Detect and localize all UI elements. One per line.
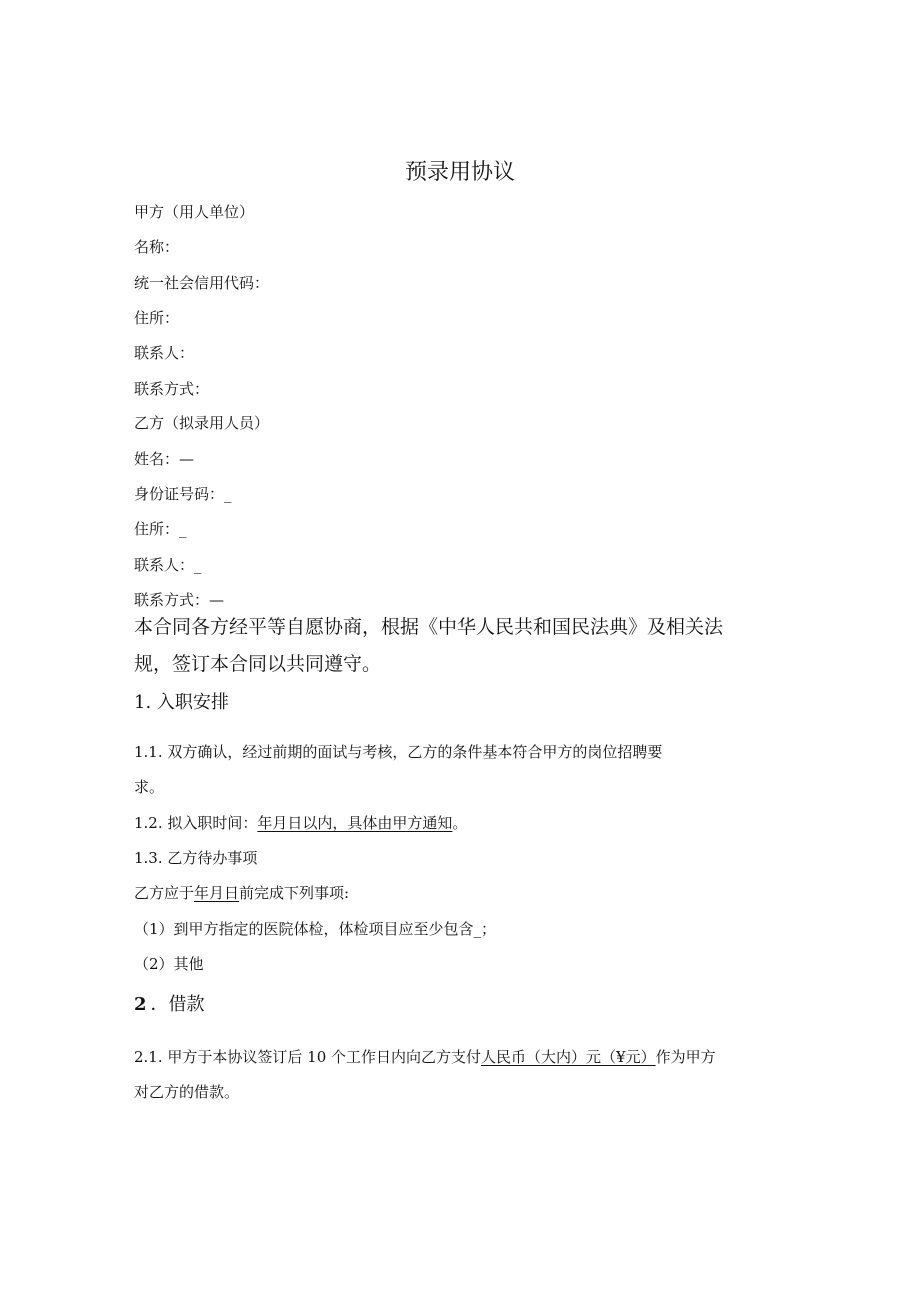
- item-2-1-line-2: 对乙方的借款。: [134, 1083, 240, 1101]
- party-b-name: 姓名：—: [134, 450, 195, 468]
- party-a-name: 名称：: [134, 238, 180, 256]
- todo-intro-suffix: 前完成下列事项:: [239, 884, 350, 902]
- item-1-1-line-1: 1.1. 双方确认，经过前期的面试与考核，乙方的条件基本符合甲方的岗位招聘要: [134, 743, 663, 761]
- section-1-heading: 1. 入职安排: [134, 692, 229, 713]
- party-a-heading: 甲方（用人单位）: [134, 203, 255, 221]
- item-1-2: [134, 813, 467, 833]
- todo-intro: [134, 883, 349, 903]
- party-b-id-number: 身份证号码：_: [134, 485, 232, 503]
- preamble-line-2: 规，签订本合同以共同遵守。: [134, 653, 382, 675]
- document-title: 预录用协议: [404, 160, 515, 185]
- section-2-title: ．借款: [150, 994, 205, 1015]
- item-2-1-prefix: 2.1. 甲方于本协议签订后 10 个工作日内向乙方支付: [134, 1048, 482, 1066]
- loan-amount-blank: 人民币（大内）元（¥元）: [481, 1048, 656, 1066]
- party-a-contact-method: 联系方式：: [134, 380, 210, 398]
- item-2-1-line-1: [134, 1047, 716, 1067]
- todo-date-blank: 年月日: [194, 884, 240, 902]
- party-b-contact-method: 联系方式：—: [134, 591, 225, 609]
- party-a-address: 住所：: [134, 309, 180, 327]
- party-a-contact-person: 联系人：: [134, 344, 195, 362]
- party-b-heading: 乙方（拟录用人员）: [134, 414, 270, 432]
- todo-item-1: （1）到甲方指定的医院体检，体检项目应至少包含_；: [134, 920, 497, 938]
- party-b-contact-person: 联系人：_: [134, 556, 202, 574]
- section-2-number: 2: [134, 994, 147, 1015]
- item-1-3: 1.3. 乙方待办事项: [134, 849, 258, 867]
- party-a-credit-code: 统一社会信用代码：: [134, 274, 270, 292]
- todo-item-2: （2）其他: [134, 955, 204, 973]
- party-b-address: 住所：_: [134, 520, 187, 538]
- item-1-1-line-2: 求。: [134, 778, 165, 796]
- section-2-heading: [134, 993, 205, 1017]
- item-1-2-suffix: 。: [452, 814, 468, 832]
- preamble-line-1: 本合同各方经平等自愿协商，根据《中华人民共和国民法典》及相关法: [134, 616, 724, 638]
- todo-intro-prefix: 乙方应于: [134, 884, 195, 902]
- entry-time-blank: 年月日以内，具体由甲方通知: [257, 814, 453, 832]
- item-2-1-suffix: 作为甲方: [655, 1048, 716, 1066]
- item-1-2-label: 1.2. 拟入职时间：: [134, 814, 258, 832]
